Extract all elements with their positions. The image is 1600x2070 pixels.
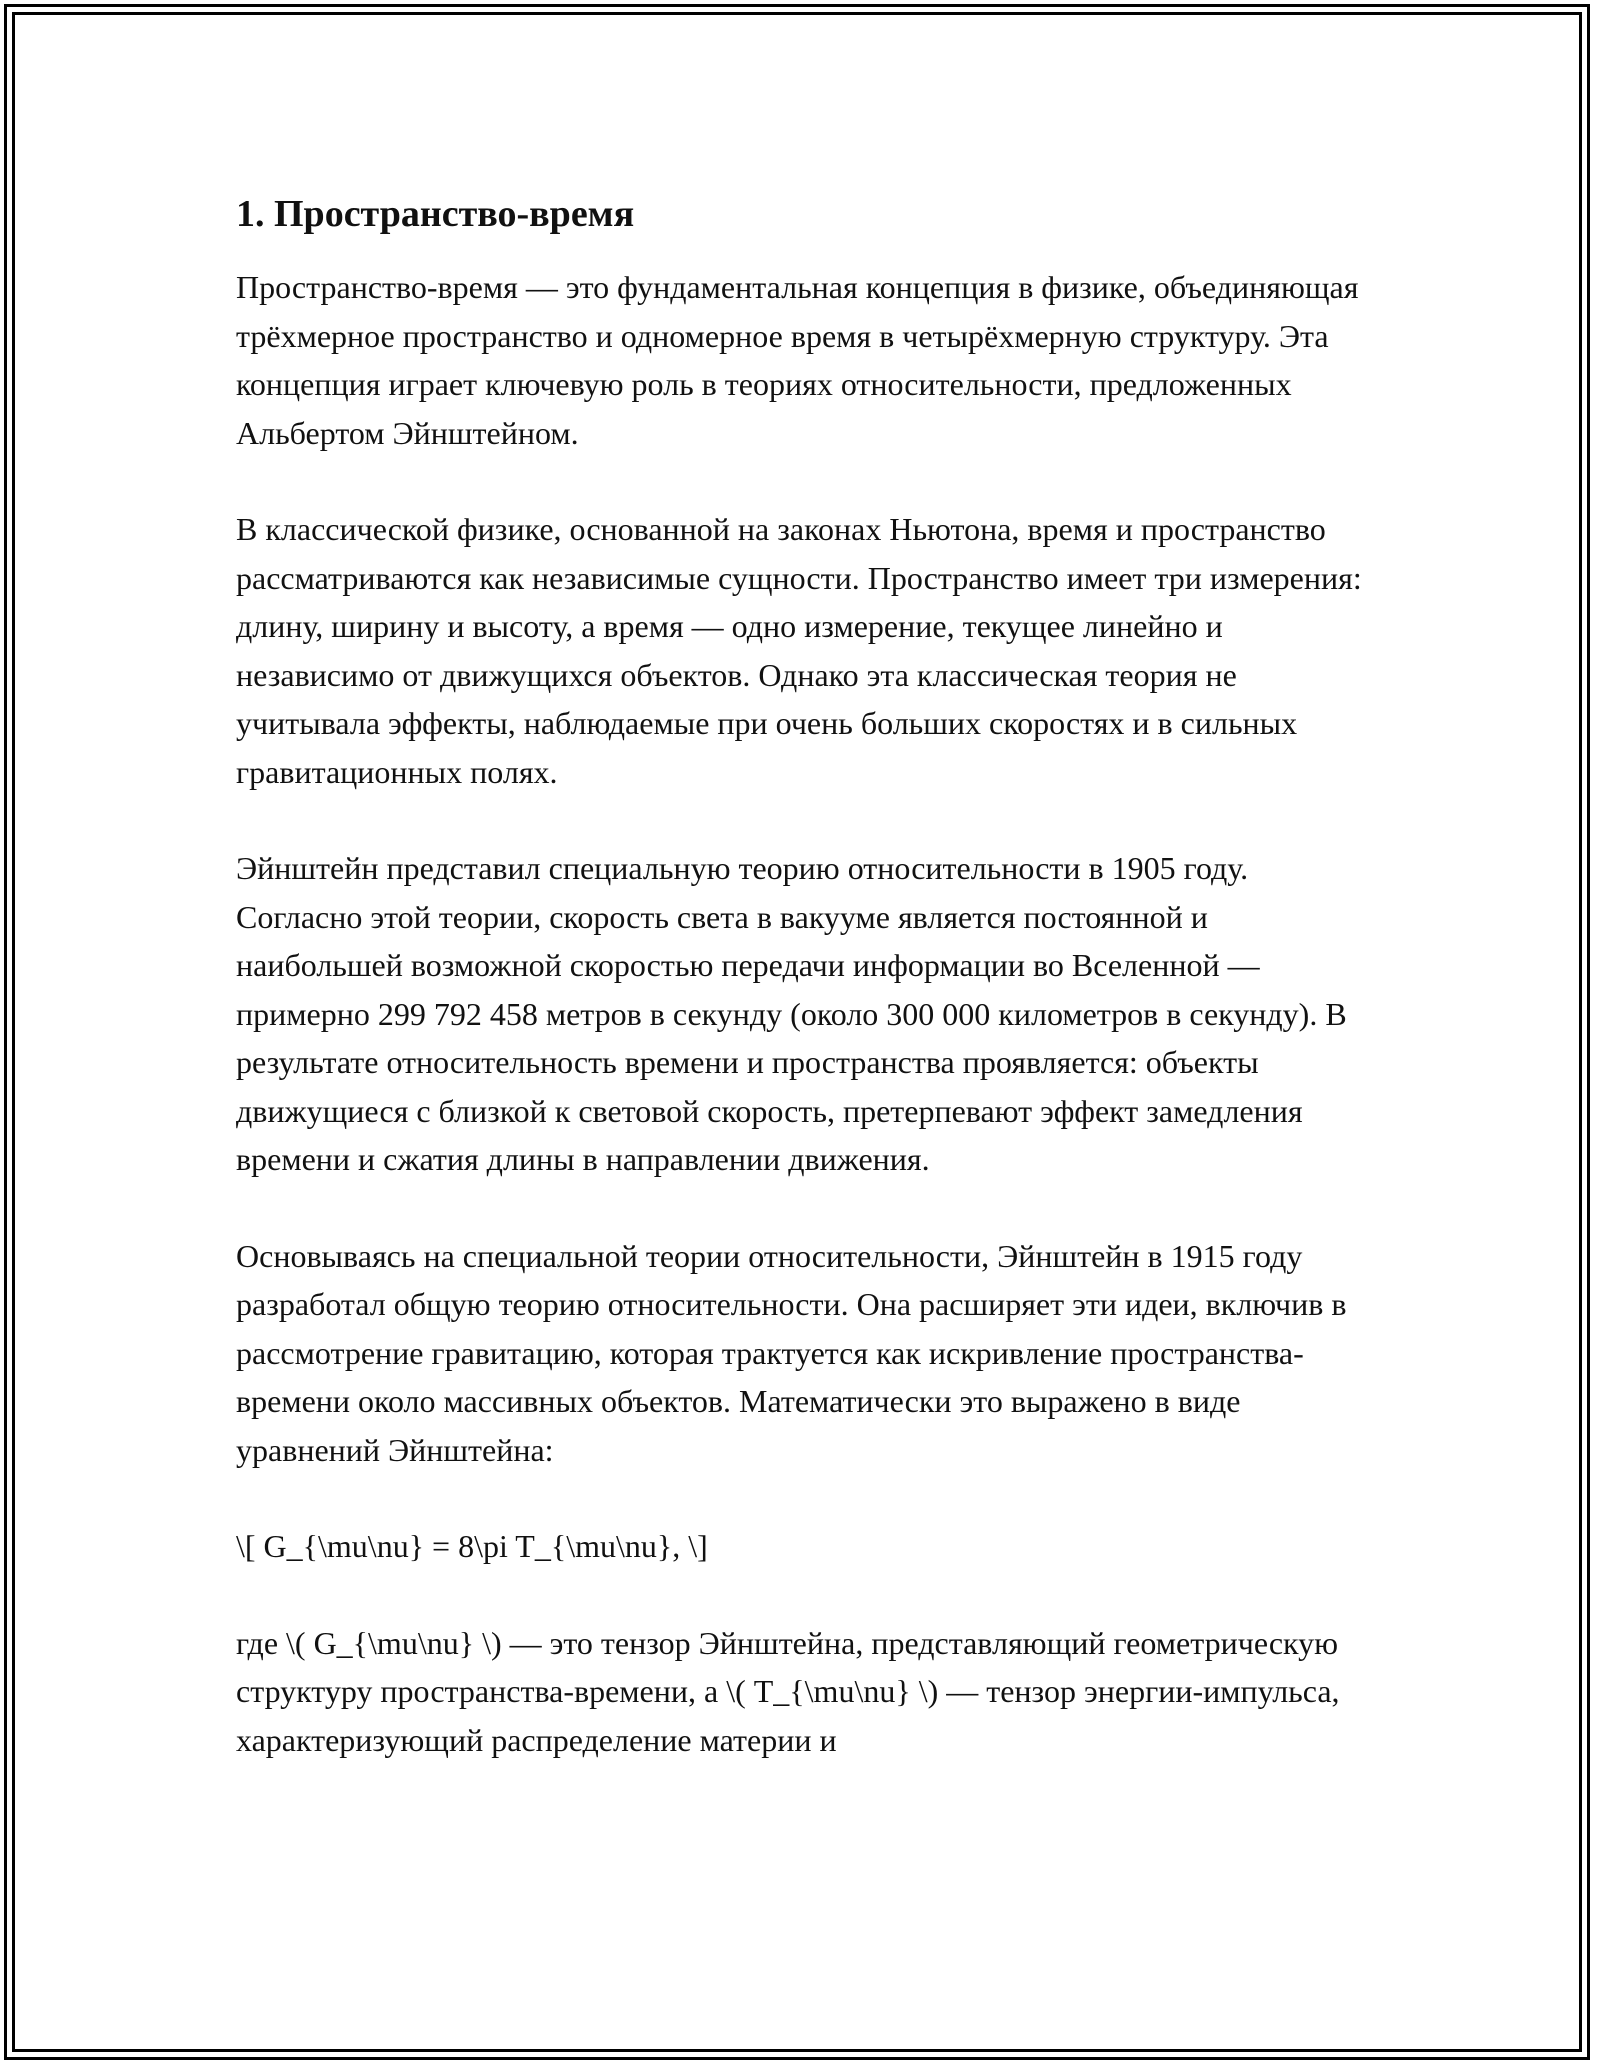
paragraph-classical-physics: В классической физике, основанной на законах Ньютона, время и пространство рассматриваются как независимые сущности. Пространство имеет три измерения: длину, ширину и высоту, а время — одно измерение, текущее линейно и независимо от движущихся объектов. Однако эта классическая теория не учитывала эффекты, наблюдаемые при очень больших скоростях и в сильных гравитационных полях. [236, 511, 1362, 790]
document-body [236, 190, 1371, 1764]
paragraph-special-relativity: Эйнштейн представил специальную теорию относительности в 1905 году. Согласно этой теории, скорость света в вакууме является постоянной и наибольшей возможной скоростью передачи информации во Вселенной — примерно 299 792 458 метров в секунду (около 300 000 километров в секунду). В результате относительность времени и пространства проявляется: объекты движущиеся с близкой к световой скорость, претерпевают эффект замедления времени и сжатия длины в направлении движения. [236, 850, 1347, 1177]
paragraph-tensor-definitions: где \( G_{\mu\nu} \) — это тензор Эйнштейна, представляющий геометрическую структуру пространства-времени, а \( T_{\mu\nu} \) — тензор энергии-импульса, характеризующий распределение материи и [236, 1624, 1340, 1758]
equation-einstein: \[ G_{\mu\nu} = 8\pi T_{\mu\nu}, \] [236, 1528, 708, 1564]
paragraph-intro: Пространство-время — это фундаментальная концепция в физике, объединяющая трёхмерное пространство и одномерное время в четырёхмерную структуру. Эта концепция играет ключевую роль в теориях относительности, предложенных Альбертом Эйнштейном. [236, 269, 1359, 451]
section-heading: 1. Пространство-время [236, 193, 635, 235]
paragraph-general-relativity: Основываясь на специальной теории относительности, Эйнштейн в 1915 году разработал общую теорию относительности. Она расширяет эти идеи, включив в рассмотрение гравитацию, которая трактуется как искривление пространства-времени около массивных объектов. Математически это выражено в виде уравнений Эйнштейна: [236, 1237, 1347, 1468]
